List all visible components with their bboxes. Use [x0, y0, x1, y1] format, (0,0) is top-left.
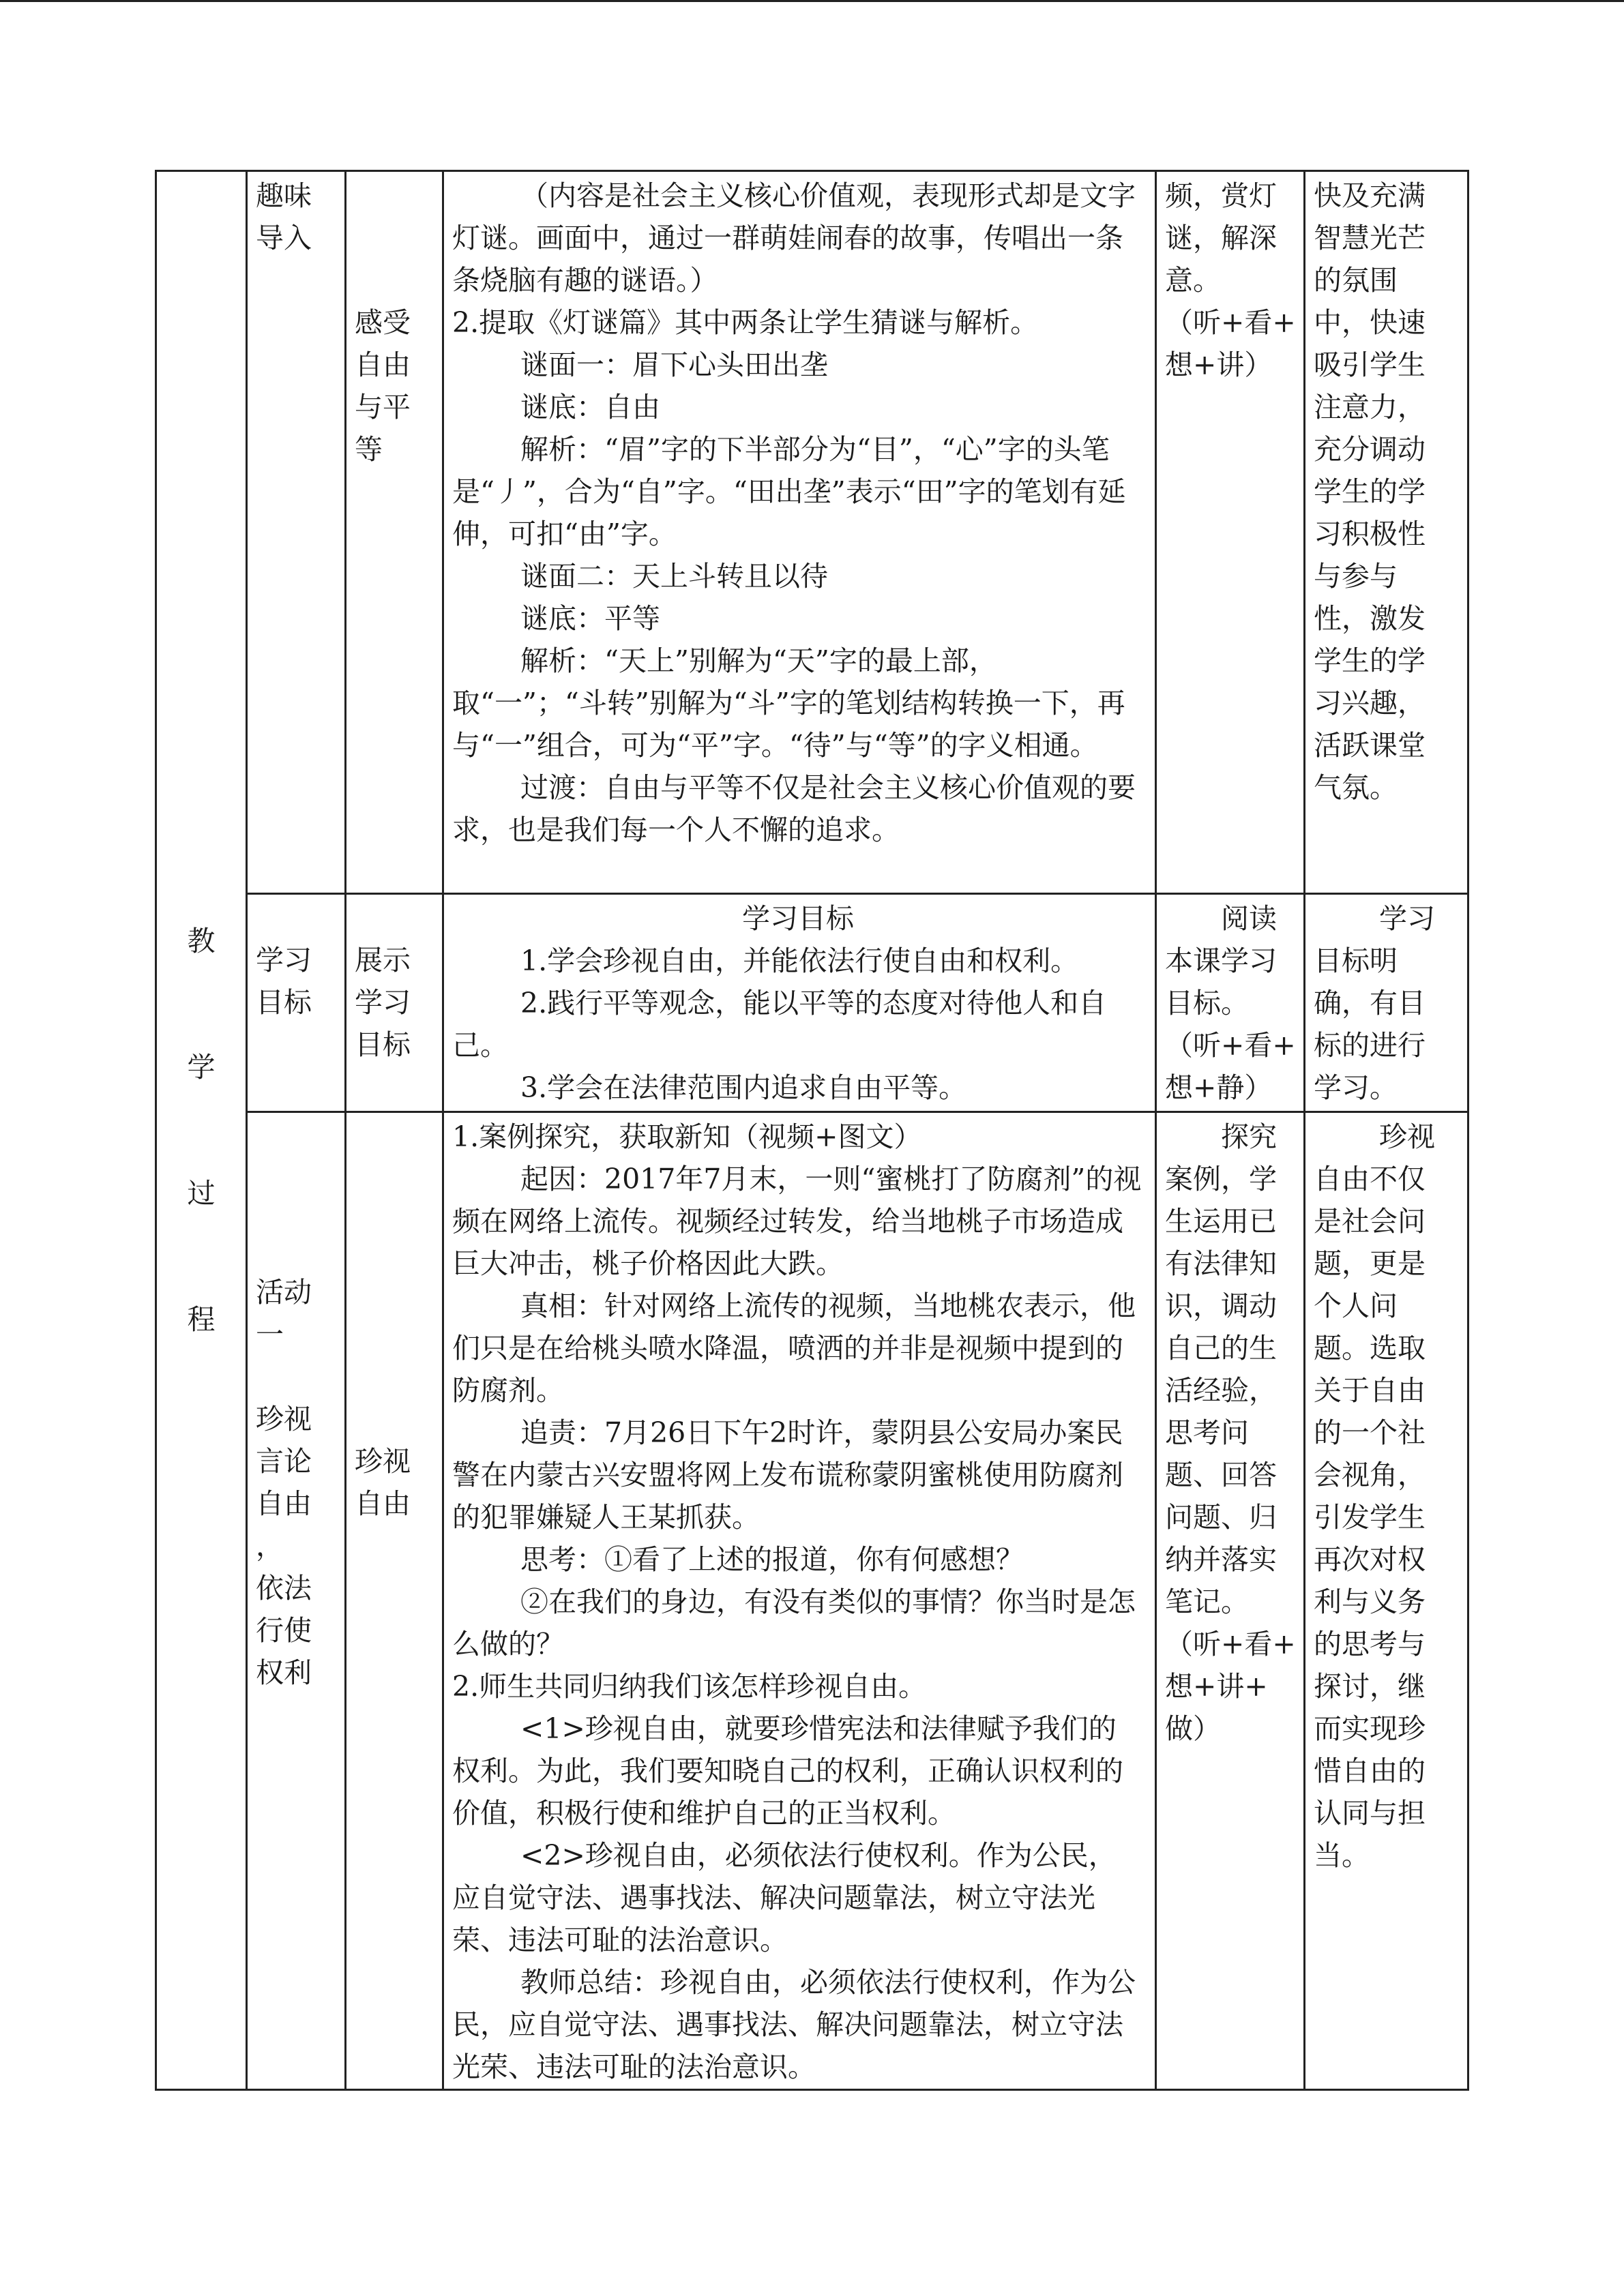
student-line: 笔记。	[1165, 1585, 1249, 1618]
content-paragraph: 谜底：自由	[520, 391, 660, 423]
table-row-intro	[156, 171, 1468, 894]
student-activity-cell	[1156, 1112, 1305, 2090]
topic-line: 展示	[355, 944, 411, 976]
intent-line: 题。选取	[1314, 1332, 1426, 1365]
student-line: 想+讲+	[1165, 1670, 1268, 1703]
topic-line: 感受	[355, 306, 411, 339]
intent-line: 与参与	[1314, 560, 1398, 593]
intent-line: 习积极性	[1314, 518, 1426, 550]
student-line: 谜，解深	[1165, 222, 1277, 254]
student-line: 目标。	[1165, 987, 1249, 1019]
topic-line: 自由	[355, 348, 411, 381]
student-line: 思考问	[1165, 1416, 1249, 1449]
topic-cell	[346, 894, 443, 1112]
content-paragraph: 教师总结：珍视自由，必须依法行使权利，作为公民，应自觉守法、遇事找法、解决问题靠法，树立守法光荣、违法可耻的法治意识。	[452, 1966, 1136, 2083]
content-paragraph: （内容是社会主义核心价值观，表现形式却是文字灯谜。画面中，通过一群萌娃闹春的故事，传唱出一条条烧脑有趣的谜语。）	[452, 179, 1136, 297]
phase-line: 言论	[256, 1445, 312, 1478]
content-paragraph: 谜面一：眉下心头田出垄	[520, 348, 828, 381]
content-paragraph: 起因：2017年7月末，一则“蜜桃打了防腐剂”的视频在网络上流传。视频经过转发，给当地桃子市场造成巨大冲击，桃子价格因此大跌。	[452, 1163, 1142, 1280]
content-paragraph: 2.师生共同归纳我们该怎样珍视自由。	[452, 1670, 927, 1703]
stage-char: 教	[187, 924, 216, 957]
intent-line: 学习	[1379, 902, 1435, 935]
intent-line: 目标明	[1314, 944, 1398, 977]
content-paragraph: 解析：“天上”别解为“天”字的最上部，取“一”；“斗转”别解为“斗”字的笔划结构转换一下，再与“一”组合，可为“平”字。“待”与“等”的字义相通。	[452, 644, 1125, 762]
topic-line: 自由	[355, 1487, 411, 1520]
student-line: 问题、归	[1165, 1501, 1277, 1534]
student-line: 做）	[1165, 1712, 1221, 1745]
intent-line: 标的进行	[1314, 1029, 1426, 1062]
intent-line: 性，激发	[1314, 602, 1426, 635]
intent-line: 智慧光芒	[1314, 222, 1426, 254]
intent-line: 学生的学	[1314, 475, 1426, 508]
stage-char: 学	[187, 1050, 216, 1084]
content-paragraph: ②在我们的身边，有没有类似的事情？你当时是怎么做的？	[452, 1585, 1136, 1660]
phase-line: 学习	[256, 944, 312, 976]
student-line: 阅读	[1221, 902, 1277, 935]
topic-cell	[346, 1112, 443, 2090]
intent-line: 会视角，	[1314, 1459, 1426, 1491]
student-line: 纳并落实	[1165, 1543, 1277, 1576]
student-activity-cell	[1156, 894, 1305, 1112]
student-line: 有法律知	[1165, 1247, 1277, 1280]
student-line: 案例，学	[1165, 1163, 1277, 1195]
student-line: 活经验，	[1165, 1374, 1277, 1407]
phase-cell	[247, 171, 346, 894]
content-paragraph: 真相：针对网络上流传的视频，当地桃农表示，他们只是在给桃头喷水降温，喷洒的并非是视频中提到的防腐剂。	[452, 1289, 1136, 1407]
topic-line: 等	[355, 433, 383, 466]
student-line: 生运用已	[1165, 1205, 1277, 1238]
design-intent-cell	[1305, 1112, 1468, 2090]
intent-line: 惜自由的	[1314, 1755, 1426, 1787]
content-cell	[443, 1112, 1156, 2090]
content-paragraph: 2.提取《灯谜篇》其中两条让学生猜谜与解析。	[452, 306, 1039, 339]
intent-line: 珍视	[1379, 1120, 1435, 1153]
stage-label-cell	[156, 171, 247, 2090]
student-line: 想+讲）	[1165, 348, 1273, 381]
content-paragraph: 思考：①看了上述的报道，你有何感想？	[520, 1543, 1024, 1576]
stage-char: 程	[187, 1302, 216, 1336]
stage-char: 过	[187, 1176, 216, 1210]
design-intent-cell	[1305, 894, 1468, 1112]
phase-line: 趣味	[256, 179, 312, 212]
intent-line: 认同与担	[1314, 1797, 1426, 1830]
student-line: （听+看+	[1165, 306, 1296, 339]
phase-line: 一	[256, 1318, 284, 1351]
intent-line: 气氛。	[1314, 771, 1398, 804]
design-intent-cell	[1305, 171, 1468, 894]
content-paragraph: <2>珍视自由，必须依法行使权利。作为公民，应自觉守法、遇事找法、解决问题靠法，树立守法光荣、违法可耻的法治意识。	[452, 1839, 1117, 1956]
content-cell	[443, 894, 1156, 1112]
intent-line: 学生的学	[1314, 644, 1426, 677]
student-line: 频，赏灯	[1165, 179, 1277, 212]
student-line: 识，调动	[1165, 1289, 1277, 1322]
intent-line: 利与义务	[1314, 1585, 1426, 1618]
content-cell	[443, 171, 1156, 894]
intent-line: 题，更是	[1314, 1247, 1426, 1280]
intent-line: 自由不仅	[1314, 1163, 1426, 1195]
student-line: 意。	[1165, 264, 1221, 297]
phase-cell	[247, 894, 346, 1112]
intent-line: 个人问	[1314, 1289, 1398, 1322]
student-activity-cell	[1156, 171, 1305, 894]
phase-line: 珍视	[256, 1403, 312, 1435]
phase-cell	[247, 1112, 346, 2090]
lesson-plan-table	[155, 170, 1469, 2091]
content-paragraph: 追责：7月26日下午2时许，蒙阴县公安局办案民警在内蒙古兴安盟将网上发布谎称蒙阴蜜桃使用防腐剂的犯罪嫌疑人王某抓获。	[452, 1416, 1123, 1534]
intent-line: 学习。	[1314, 1071, 1398, 1104]
phase-line: 导入	[256, 222, 312, 254]
phase-line: 自由	[256, 1487, 312, 1520]
intent-line: 引发学生	[1314, 1501, 1426, 1534]
content-paragraph: 1.学会珍视自由，并能依法行使自由和权利。	[520, 944, 1079, 977]
content-paragraph: 3.学会在法律范围内追求自由平等。	[520, 1071, 967, 1104]
intent-line: 注意力，	[1314, 391, 1426, 423]
objectives-title: 学习目标	[742, 902, 854, 935]
phase-line: 行使	[256, 1614, 312, 1647]
student-line: （听+看+	[1165, 1628, 1296, 1660]
table-row-activity-one	[156, 1112, 1468, 2090]
topic-cell	[346, 171, 443, 894]
intent-line: 吸引学生	[1314, 348, 1426, 381]
intent-line: 的氛围	[1314, 264, 1398, 297]
topic-line: 目标	[355, 1028, 411, 1061]
student-line: 想+静）	[1165, 1071, 1273, 1104]
intent-line: 快及充满	[1314, 179, 1426, 212]
student-line: 本课学习	[1165, 944, 1277, 977]
intent-line: 当。	[1314, 1839, 1370, 1872]
phase-line: ，	[256, 1530, 284, 1562]
content-paragraph: 过渡：自由与平等不仅是社会主义核心价值观的要求，也是我们每一个人不懈的追求。	[452, 771, 1136, 846]
topic-line: 学习	[355, 986, 411, 1019]
intent-line: 充分调动	[1314, 433, 1426, 466]
content-paragraph: 2.践行平等观念，能以平等的态度对待他人和自己。	[452, 987, 1107, 1062]
student-line: 题、回答	[1165, 1459, 1277, 1491]
student-line: （听+看+	[1165, 1029, 1296, 1062]
page-top-border	[0, 0, 1624, 2]
intent-line: 中，快速	[1314, 306, 1426, 339]
intent-line: 的一个社	[1314, 1416, 1426, 1449]
intent-line: 再次对权	[1314, 1543, 1426, 1576]
intent-line: 探讨，继	[1314, 1670, 1426, 1703]
intent-line: 习兴趣，	[1314, 687, 1426, 719]
intent-line: 确，有目	[1314, 987, 1426, 1019]
table-row-objectives	[156, 894, 1468, 1112]
content-paragraph: 解析：“眉”字的下半部分为“目”，“心”字的头笔是“丿”，合为“自”字。“田出垄”表示“田”字的笔划有延伸，可扣“由”字。	[452, 433, 1126, 550]
content-paragraph: 谜面二：天上斗转且以待	[520, 560, 828, 593]
student-line: 探究	[1221, 1120, 1277, 1153]
content-paragraph: 1.案例探究，获取新知（视频+图文）	[452, 1120, 922, 1153]
intent-line: 活跃课堂	[1314, 729, 1426, 762]
phase-line: 目标	[256, 986, 312, 1019]
intent-line: 而实现珍	[1314, 1712, 1426, 1745]
student-line: 自己的生	[1165, 1332, 1277, 1365]
topic-line: 与平	[355, 391, 411, 423]
phase-line: 权利	[256, 1656, 312, 1689]
intent-line: 关于自由	[1314, 1374, 1426, 1407]
phase-spacer	[256, 1356, 344, 1398]
intent-line: 的思考与	[1314, 1628, 1426, 1660]
intent-line: 是社会问	[1314, 1205, 1426, 1238]
topic-line: 珍视	[355, 1445, 411, 1478]
content-paragraph: <1>珍视自由，就要珍惜宪法和法律赋予我们的权利。为此，我们要知晓自己的权利，正确认识权利的价值，积极行使和维护自己的正当权利。	[452, 1712, 1123, 1830]
phase-line: 活动	[256, 1276, 312, 1309]
phase-line: 依法	[256, 1572, 312, 1605]
content-paragraph: 谜底：平等	[520, 602, 660, 635]
